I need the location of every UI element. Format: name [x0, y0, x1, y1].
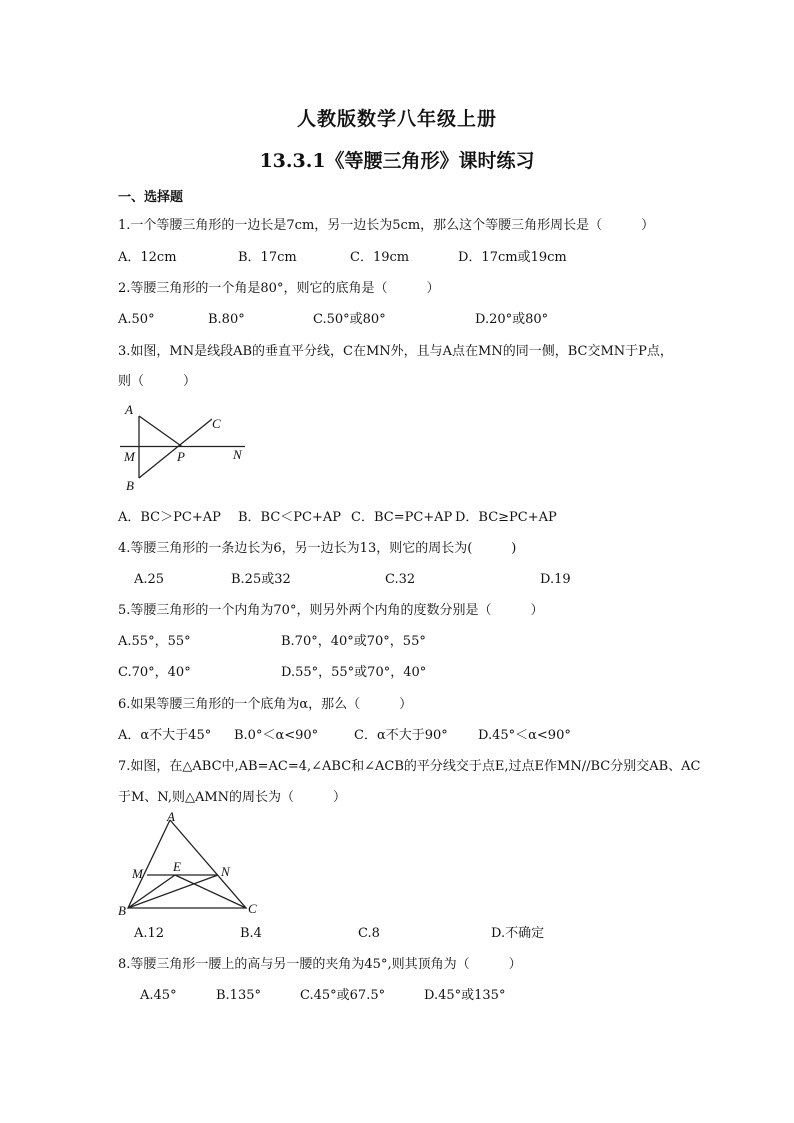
q2-option-b: B.80° — [208, 312, 245, 327]
q5-option-b: B.70°，40°或70°，55° — [281, 634, 426, 649]
q6-option-a: A．α不大于45° — [118, 728, 212, 743]
question-6: 6.如果等腰三角形的一个底角为α，那么（ ） — [118, 697, 413, 712]
label-b: B — [126, 478, 134, 493]
q7-option-c: C.8 — [358, 926, 380, 941]
question-7-cont: 于M、N,则△AMN的周长为（ ） — [118, 790, 347, 805]
q5-option-d: D.55°，55°或70°，40° — [281, 665, 427, 680]
q6-option-b: B.0°＜α<90° — [234, 728, 319, 743]
label-c: C — [248, 901, 257, 916]
q2-option-c: C.50°或80° — [313, 312, 386, 327]
document-title: 人教版数学八年级上册 — [296, 108, 497, 130]
q4-option-b: B.25或32 — [231, 572, 291, 587]
figure-q7 — [118, 810, 268, 920]
q7-option-d: D.不确定 — [491, 926, 545, 941]
label-e: E — [173, 859, 181, 874]
label-n: N — [221, 864, 230, 879]
question-8: 8.等腰三角形一腰上的高与另一腰的夹角为45°,则其顶角为（ ） — [118, 957, 522, 972]
q2-option-d: D.20°或80° — [475, 312, 549, 327]
label-a: A — [125, 402, 133, 417]
q2-option-a: A.50° — [118, 312, 155, 327]
question-5: 5.等腰三角形的一个内角为70°，则另外两个内角的度数分别是（ ） — [118, 603, 544, 618]
q8-option-d: D.45°或135° — [424, 988, 506, 1003]
label-c: C — [212, 416, 221, 431]
question-4: 4.等腰三角形的一条边长为6，另一边长为13，则它的周长为( ) — [118, 541, 517, 556]
q7-option-b: B.4 — [240, 926, 262, 941]
q8-option-b: B.135° — [216, 988, 261, 1003]
q1-option-c: C．19cm — [350, 250, 410, 265]
q3-option-c: C．BC=PC+AP — [351, 510, 453, 525]
label-m: M — [124, 449, 135, 464]
q1-option-a: A．12cm — [118, 250, 177, 265]
section-heading: 一、选择题 — [118, 190, 184, 205]
figure-q3 — [115, 398, 255, 498]
label-b: B — [118, 903, 126, 918]
segment-bc — [139, 419, 212, 478]
label-a: A — [167, 809, 175, 824]
q4-option-a: A.25 — [134, 572, 165, 587]
label-n: N — [233, 447, 242, 462]
q5-option-a: A.55°，55° — [118, 634, 191, 649]
question-3: 3.如图，MN是线段AB的垂直平分线，C在MN外，且与A点在MN的同一侧，BC交MN于P点， — [118, 344, 673, 359]
label-p: P — [177, 449, 185, 464]
question-1: 1.一个等腰三角形的一边长是7cm，另一边长为5cm，那么这个等腰三角形周长是（ ） — [118, 218, 655, 233]
q8-option-c: C.45°或67.5° — [300, 988, 386, 1003]
question-3-cont: 则（ ） — [118, 374, 197, 389]
document-subtitle: 13.3.1《等腰三角形》课时练习 — [259, 150, 535, 172]
q8-option-a: A.45° — [140, 988, 177, 1003]
q7-option-a: A.12 — [134, 926, 165, 941]
q1-option-d: D．17cm或19cm — [458, 250, 567, 265]
q4-option-d: D.19 — [540, 572, 571, 587]
question-2: 2.等腰三角形的一个角是80°，则它的底角是（ ） — [118, 281, 440, 296]
q3-option-b: B．BC＜PC+AP — [238, 510, 342, 525]
q6-option-c: C．α不大于90° — [354, 728, 448, 743]
q6-option-d: D.45°＜α<90° — [478, 728, 571, 743]
q3-option-a: A．BC＞PC+AP — [118, 510, 221, 525]
q1-option-b: B．17cm — [238, 250, 297, 265]
q3-option-d: D．BC≥PC+AP — [455, 510, 557, 525]
q5-option-c: C.70°，40° — [118, 665, 191, 680]
segment-ap — [139, 416, 182, 447]
segment-ce — [175, 875, 246, 908]
q4-option-c: C.32 — [385, 572, 416, 587]
label-m: M — [132, 866, 143, 881]
question-7: 7.如图，在△ABC中,AB=AC=4,∠ABC和∠ACB的平分线交于点E,过点E作MN//BC分别交AB、AC — [118, 759, 701, 774]
